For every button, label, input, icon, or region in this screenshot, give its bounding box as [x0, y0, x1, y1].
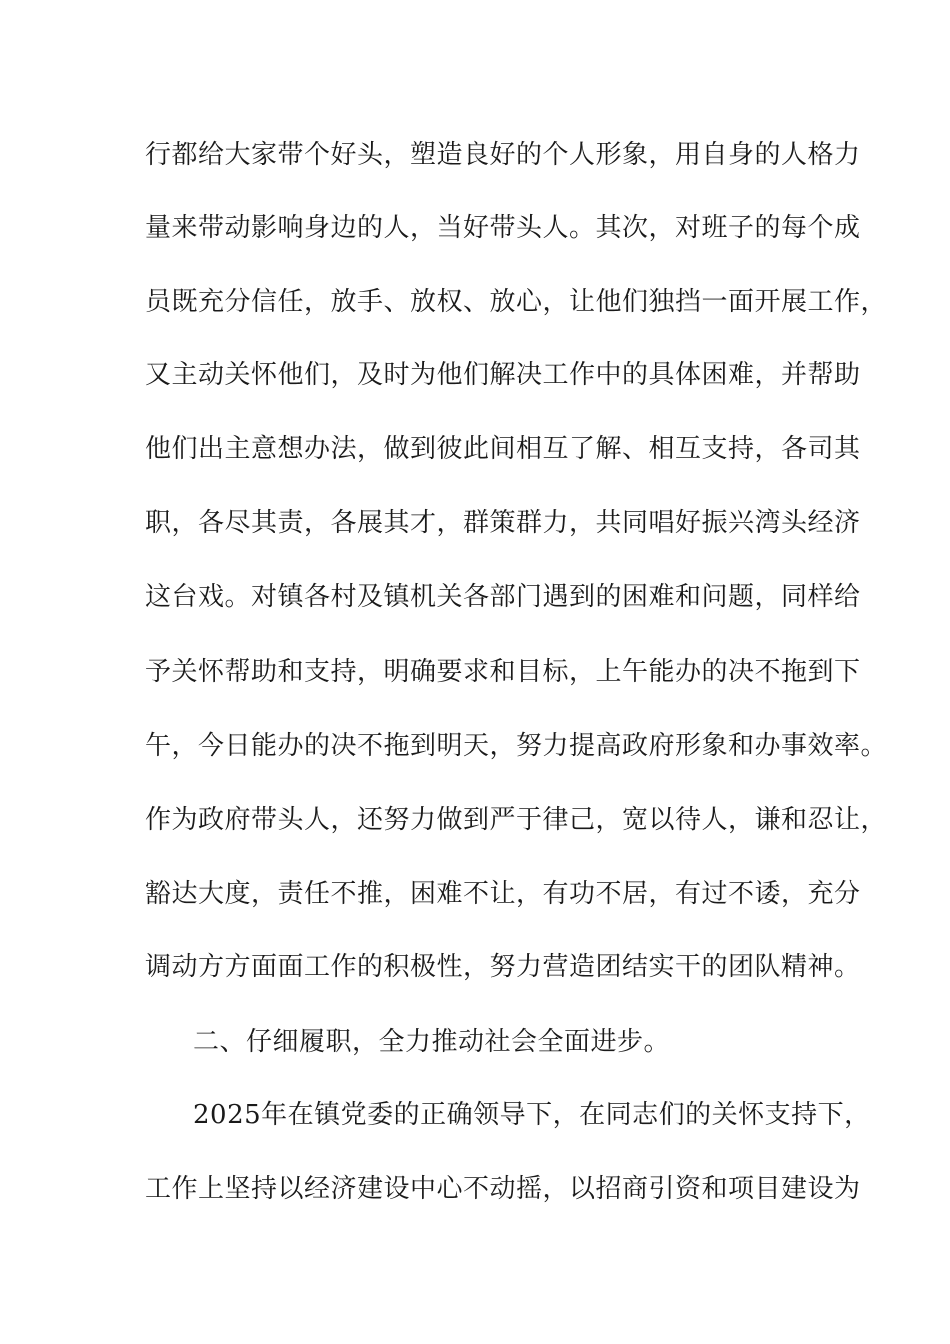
text-line: 予关怀帮助和支持，明确要求和目标，上午能办的决不拖到下: [145, 657, 861, 687]
text-line: 量来带动影响身边的人，当好带头人。其次，对班子的每个成: [145, 213, 861, 243]
text-line: 职，各尽其责，各展其才，群策群力，共同唱好振兴湾头经济: [145, 508, 861, 538]
text-line: 员既充分信任，放手、放权、放心，让他们独挡一面开展工作，: [145, 287, 888, 317]
text-line: 又主动关怀他们，及时为他们解决工作中的具体困难，并帮助: [145, 360, 861, 390]
text-line: 工作上坚持以经济建设中心不动摇，以招商引资和项目建设为: [145, 1174, 861, 1204]
text-line: 他们出主意想办法，做到彼此间相互了解、相互支持，各司其: [145, 434, 861, 464]
text-line: 午，今日能办的决不拖到明天，努力提高政府形象和办事效率。: [145, 731, 888, 761]
text-line: 这台戏。对镇各村及镇机关各部门遇到的困难和问题，同样给: [145, 582, 861, 612]
text-line: 调动方方面面工作的积极性，努力营造团结实干的团队精神。: [145, 952, 861, 982]
text-line: 作为政府带头人，还努力做到严于律己，宽以待人，谦和忍让，: [145, 805, 888, 835]
section-heading: 二、仔细履职，全力推动社会全面进步。: [193, 1027, 671, 1057]
text-line: 行都给大家带个好头，塑造良好的个人形象，用自身的人格力: [145, 140, 861, 170]
text-line: 2025年在镇党委的正确领导下，在同志们的关怀支持下，: [193, 1100, 871, 1130]
text-line: 豁达大度，责任不推，困难不让，有功不居，有过不诿，充分: [145, 879, 861, 909]
